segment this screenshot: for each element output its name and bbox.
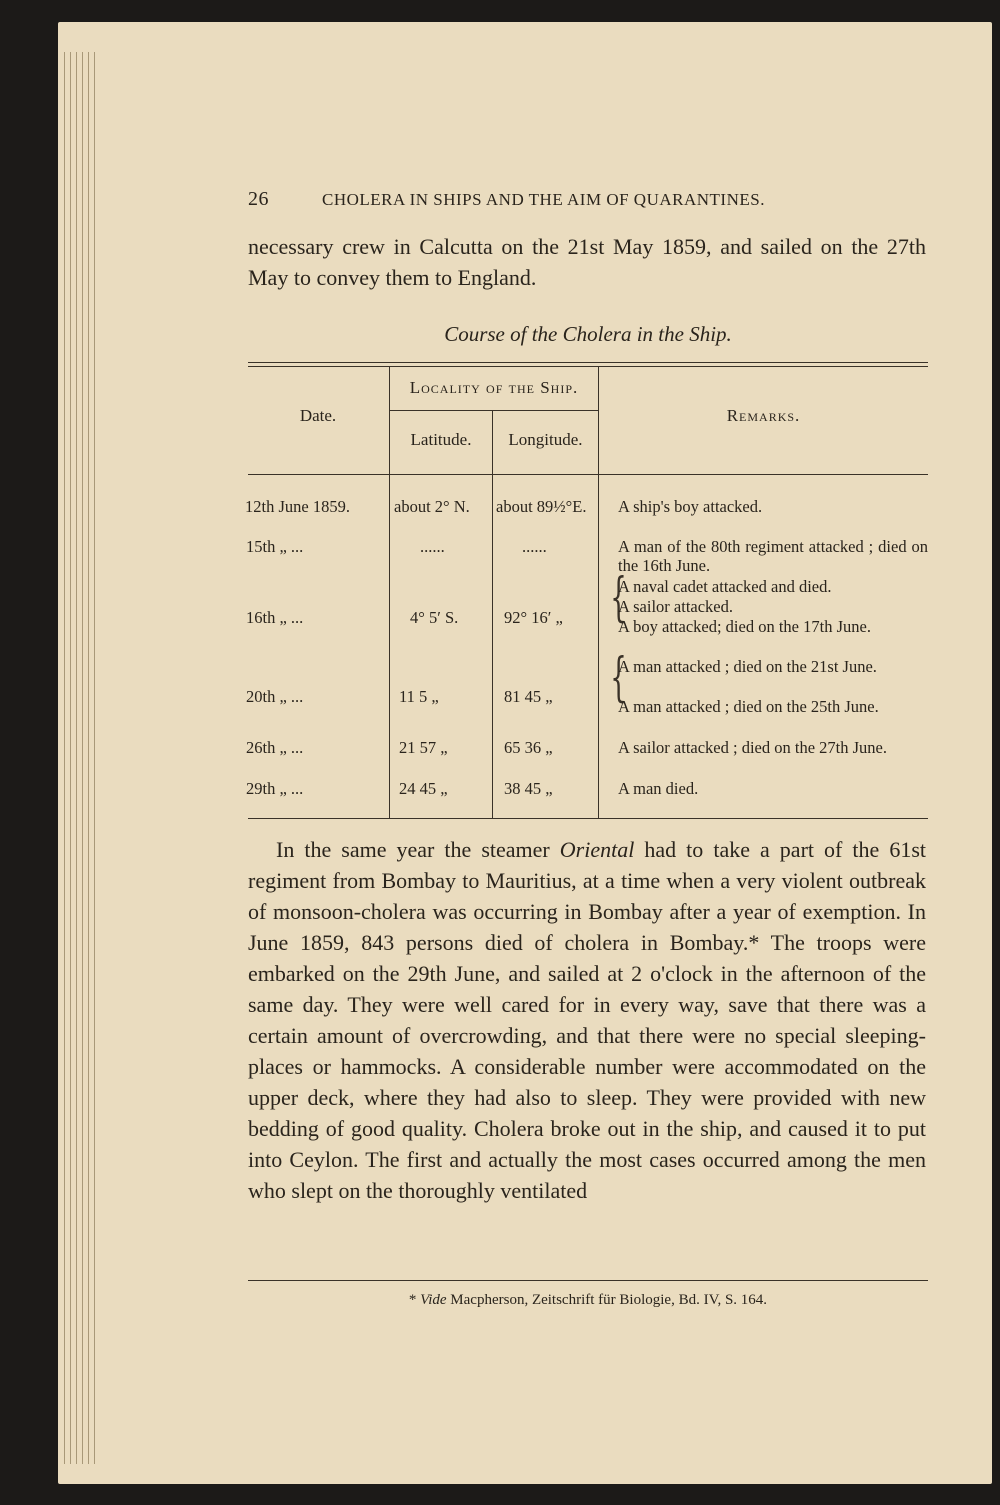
footnote-vide: Vide (420, 1292, 447, 1308)
row-longitude: 38 45 „ (504, 779, 553, 798)
table-caption: Course of the Cholera in the Ship. (444, 322, 732, 346)
remark: A sailor attacked. (618, 597, 734, 616)
row-latitude: 11 5 „ (399, 687, 439, 706)
remark: A naval cadet attacked and died. (618, 577, 832, 596)
page-edge (76, 52, 77, 1464)
row-date: 29th „ ... (246, 779, 304, 798)
row-date: 15th „ ... (246, 537, 304, 556)
row-latitude: 4° 5′ S. (410, 608, 459, 627)
brace-mark: { (610, 568, 627, 628)
page-edge (88, 52, 89, 1464)
row-longitude: 81 45 „ (504, 687, 553, 706)
remark: A man of the 80th regiment attacked ; died on the 16th June. (618, 537, 928, 575)
table-top-rule (248, 366, 928, 367)
page-edge (70, 52, 71, 1464)
row-longitude: 65 36 „ (504, 738, 553, 757)
table-divider (492, 410, 493, 818)
footnote-text: Macpherson, Zeitschrift für Biologie, Bd. IV, S. 164. (446, 1292, 768, 1308)
footnote-marker: * (408, 1292, 421, 1308)
table-bottom-rule (248, 818, 928, 819)
footnote-rule (248, 1280, 928, 1281)
row-date: 20th „ ... (246, 687, 304, 706)
row-date: 12th June 1859. (245, 497, 350, 516)
footnote (248, 1292, 928, 1309)
row-latitude: ...... (420, 537, 445, 556)
body-text: had to take a part of the 61st regiment from Bombay to Mauritius, at a time when a very violent outbreak of monsoon-cholera was occurring in Bombay after a year of exemption. In June 1859, 843 persons died of cholera in Bombay.* The troops were embarked on the 29th June, and sailed at 2 o'clock in the afternoon of the same day. They were well cared for in every way, save that there was a certain amount of overcrowding, and that there were no special sleeping-places or hammocks. A considerable number were accommodated on the upper deck, where they had also to sleep. They were provided with new bedding of good quality. Cholera broke out in the ship, and caused it to put into Ceylon. The first and actually the most cases occurred among the men who slept on the thoroughly ventilated (248, 837, 927, 1203)
page-edge (64, 52, 65, 1464)
row-latitude: about 2° N. (394, 497, 470, 516)
row-longitude: ...... (522, 537, 547, 556)
table-top-rule (248, 362, 928, 363)
remark: A boy attacked; died on the 17th June. (618, 617, 871, 636)
remark: A sailor attacked ; died on the 27th June. (618, 738, 887, 757)
remark: A man died. (618, 779, 699, 798)
body-paragraph (248, 834, 926, 1206)
row-date: 16th „ ... (246, 608, 304, 627)
body-text: In the same year the steamer (276, 837, 560, 862)
col-header-locality: Locality of the Ship. (409, 378, 579, 397)
row-longitude: about 89½°E. (496, 497, 587, 516)
remark: A man attacked ; died on the 21st June. (618, 657, 877, 676)
row-date: 26th „ ... (246, 738, 304, 757)
table-divider (598, 366, 599, 818)
table-head-rule (248, 474, 928, 475)
locality-rule (390, 410, 598, 411)
row-latitude: 24 45 „ (399, 779, 448, 798)
col-header-date: Date. (299, 406, 337, 425)
page-edge (94, 52, 95, 1464)
page-number: 26 (248, 188, 269, 210)
remark: A man attacked ; died on the 25th June. (618, 697, 879, 716)
col-header-remarks: Remarks. (726, 406, 801, 425)
brace-mark: { (610, 648, 627, 708)
remark: A ship's boy attacked. (618, 497, 763, 516)
row-longitude: 92° 16′ „ (504, 608, 563, 627)
ship-name: Oriental (559, 837, 635, 862)
intro-paragraph: necessary crew in Calcutta on the 21st May 1859, and sailed on the 27th May to convey them to England. (248, 234, 926, 290)
col-header-longitude: Longitude. (508, 430, 583, 449)
row-latitude: 21 57 „ (399, 738, 448, 757)
page-edge (82, 52, 83, 1464)
running-head: CHOLERA IN SHIPS AND THE AIM OF QUARANTINES. (322, 190, 765, 209)
col-header-latitude: Latitude. (410, 430, 472, 449)
